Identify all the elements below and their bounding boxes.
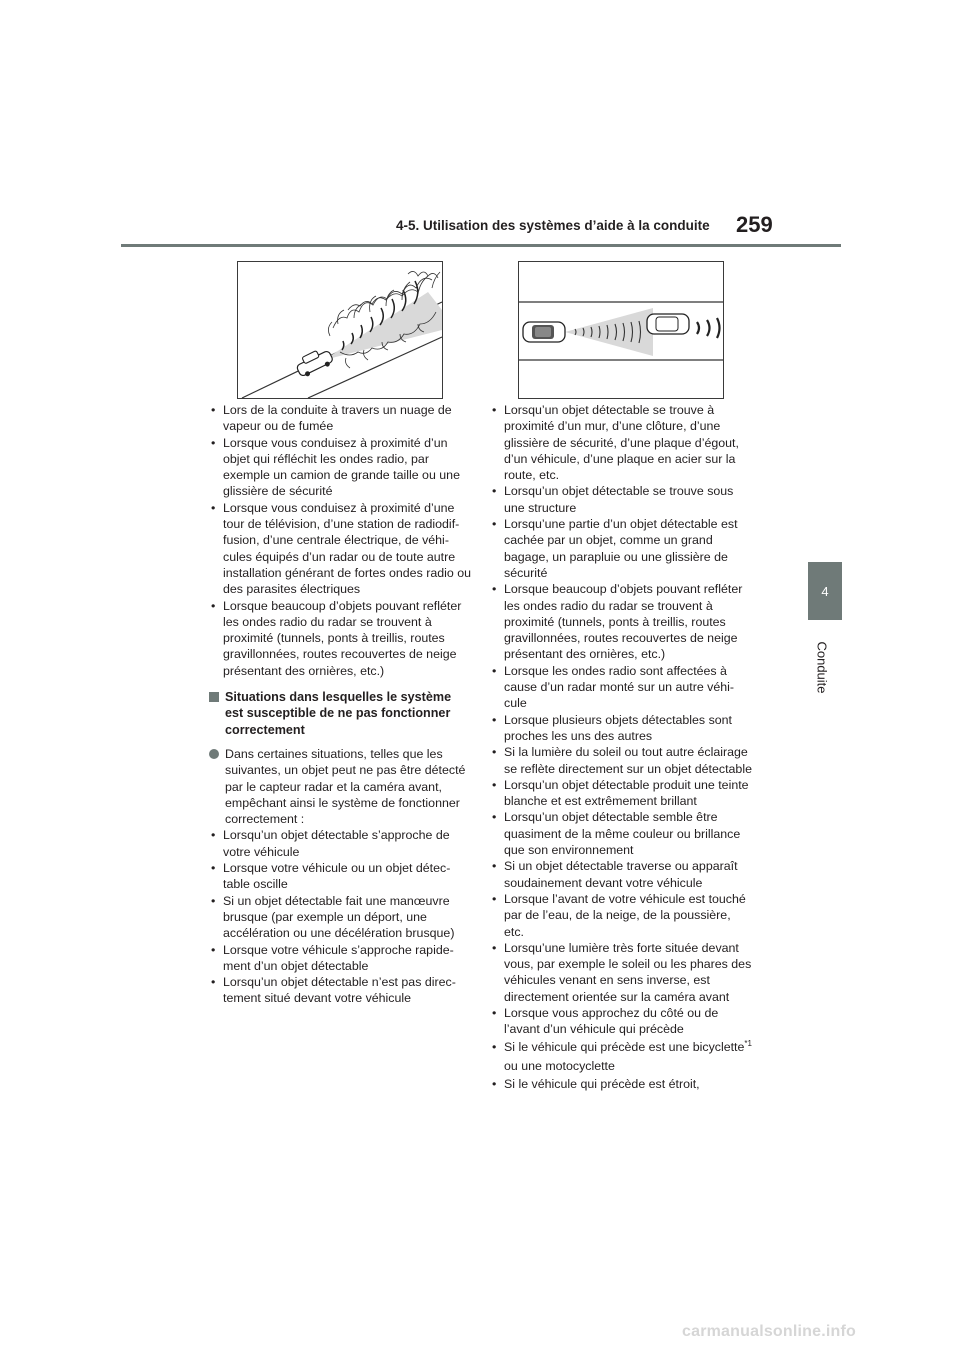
- chapter-number: 4: [821, 584, 829, 599]
- section-heading: [209, 689, 471, 738]
- chapter-label: Conduite: [814, 641, 830, 694]
- left-text-column: [209, 402, 471, 1007]
- list-item: • Lorsqu’un objet détectable n’est pas directement situé devant votre véhicule: [209, 974, 471, 1007]
- illustration-radar-detection: [519, 262, 723, 398]
- bicycle-text-before: Si le véhicule qui précède est une bicyclette: [504, 1039, 745, 1054]
- list-item: • Si le véhicule qui précède est étroit,: [490, 1076, 752, 1092]
- chapter-tab: [808, 562, 842, 620]
- list-item: • Lorsque les ondes radio sont affectées à cause d’un radar monté sur un autre véhicule: [490, 663, 752, 712]
- circle-marker-icon: [209, 749, 219, 759]
- list-item: • Si un objet détectable fait une manœuvre brusque (par exemple un déport, une accélération ou une décélération brusque): [209, 893, 471, 942]
- header-rule: [121, 244, 841, 247]
- list-item: • Lorsqu’un objet détectable produit une teinte blanche et est extrêmement brillant: [490, 777, 752, 810]
- intro-paragraph: [209, 746, 471, 827]
- bullet-list-right: [490, 402, 752, 1092]
- list-item: • Si la lumière du soleil ou tout autre éclairage se reflète directement sur un objet détectable: [490, 744, 752, 777]
- list-item: • Lorsque vous conduisez à proximité d’un objet qui réfléchit les ondes radio, par exemple un camion de grande taille ou une glissière de sécurité: [209, 435, 471, 500]
- square-marker-icon: [209, 692, 219, 702]
- figure-vapor-smoke: [237, 261, 443, 399]
- list-item: • Lorsque votre véhicule s’approche rapidement d’un objet détectable: [209, 942, 471, 975]
- list-item: • Lorsqu’un objet détectable se trouve à proximité d’un mur, d’une clôture, d’une glissière de sécurité, d’une plaque d’égout, d’un véhicule, d’une plaque en acier sur la route, etc.: [490, 402, 752, 483]
- list-item: • Lorsque beaucoup d’objets pouvant refléter les ondes radio du radar se trouvent à proximité (tunnels, ponts à treillis, routes gravillonnées, routes recouvertes de neige présentant des ornières, etc.): [490, 581, 752, 662]
- figure-radar-detection: [518, 261, 724, 399]
- list-item: • Lorsque vous approchez du côté ou de l’avant d’un véhicule qui précède: [490, 1005, 752, 1038]
- list-item: • Lorsqu’un objet détectable se trouve sous une structure: [490, 483, 752, 516]
- list-item: • Lorsque beaucoup d’objets pouvant refléter les ondes radio du radar se trouvent à proximité (tunnels, ponts à treillis, routes gravillonnées, routes recouvertes de neige présentant des ornières, etc.): [209, 598, 471, 679]
- bullet-list-top: [209, 402, 471, 679]
- page-number: 259: [736, 212, 773, 237]
- watermark: carmanualsonline.info: [682, 1323, 857, 1340]
- bicycle-text-after: ou une motocyclette: [504, 1058, 615, 1073]
- right-text-column: [490, 402, 752, 1092]
- list-item: • Lorsqu’une partie d’un objet détectable est cachée par un objet, comme un grand bagage, un parapluie ou une glissière de sécurité: [490, 516, 752, 581]
- illustration-vapor-smoke: [238, 262, 442, 398]
- list-item: • Lorsque l’avant de votre véhicule est touché par de l’eau, de la neige, de la poussière, etc.: [490, 891, 752, 940]
- list-item: • Lorsqu’un objet détectable semble être quasiment de la même couleur ou brillance que son environnement: [490, 809, 752, 858]
- list-item: • Si un objet détectable traverse ou apparaît soudainement devant votre véhicule: [490, 858, 752, 891]
- list-item: • Lorsque vous conduisez à proximité d’une tour de télévision, d’une station de radiodiffusion, d’une centrale électrique, de véhicules équipés d’un radar ou de toute autre installation générant de fortes ondes radio ou des parasites électriques: [209, 500, 471, 598]
- footnote-marker: *1: [744, 1038, 752, 1048]
- list-item: • Lorsque votre véhicule ou un objet détectable oscille: [209, 860, 471, 893]
- section-title: 4-5. Utilisation des systèmes d’aide à la conduite: [396, 218, 710, 233]
- list-item-bicycle: [490, 1038, 752, 1076]
- list-item: • Lorsqu’une lumière très forte située devant vous, par exemple le soleil ou les phares des véhicules venant en sens inverse, est directement orientée sur la caméra avant: [490, 940, 752, 1005]
- list-item: • Lors de la conduite à travers un nuage de vapeur ou de fumée: [209, 402, 471, 435]
- section-heading-text: Situations dans lesquelles le système est susceptible de ne pas fonctionner correctement: [225, 690, 452, 737]
- list-item: • Lorsqu’un objet détectable s’approche de votre véhicule: [209, 827, 471, 860]
- list-item: • Lorsque plusieurs objets détectables sont proches les uns des autres: [490, 712, 752, 745]
- bullet-list-bottom: [209, 827, 471, 1006]
- intro-text: Dans certaines situations, telles que les suivantes, un objet peut ne pas être détecté par le capteur radar et la caméra avant, empêchant ainsi le système de fonctionner correctement :: [225, 746, 466, 827]
